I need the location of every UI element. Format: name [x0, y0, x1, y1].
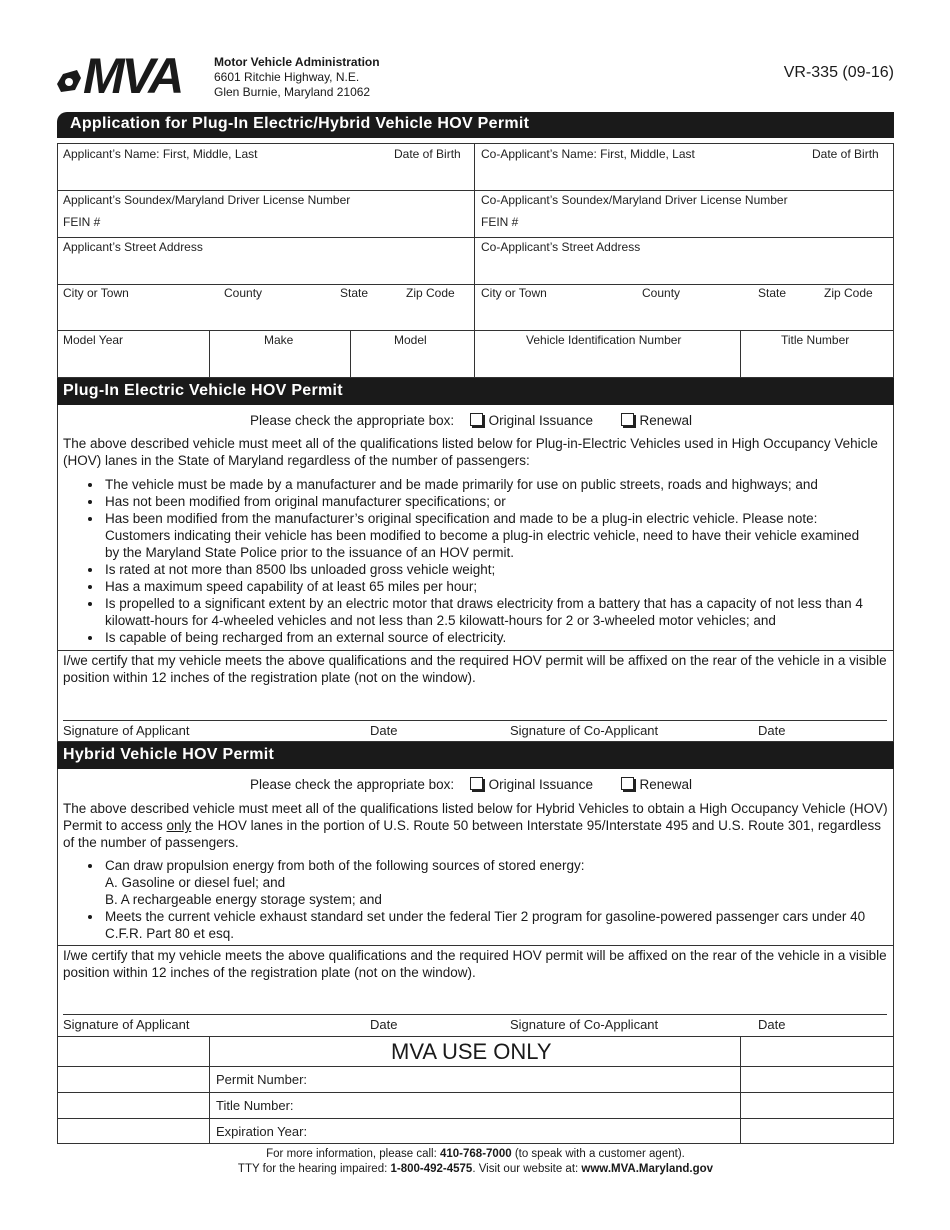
list-item: A. Gasoline or diesel fuel; and: [105, 875, 286, 890]
hybrid-renewal-checkbox[interactable]: [621, 777, 634, 790]
plugin-requirements-list: [63, 476, 863, 646]
mva-title-number-field[interactable]: Title Number:: [216, 1098, 294, 1113]
form-title: Application for Plug-In Electric/Hybrid Vehicle HOV Permit: [70, 115, 530, 132]
applicant-grid: [57, 143, 894, 378]
org-name: Motor Vehicle Administration: [214, 55, 380, 69]
form-number: VR-335 (09-16): [783, 64, 894, 81]
applicant-county-field[interactable]: County: [224, 286, 263, 300]
org-address: [214, 55, 380, 100]
logo-text: MVA: [83, 48, 182, 104]
hybrid-heading-bar: [57, 742, 894, 769]
applicant-zip-field[interactable]: Zip Code: [406, 286, 455, 300]
plugin-sig-co: Signature of Co-Applicant: [510, 723, 659, 738]
footer: [57, 1147, 894, 1177]
mva-use-heading: MVA USE ONLY: [391, 1039, 552, 1064]
co-applicant-zip-field[interactable]: Zip Code: [824, 286, 873, 300]
model-field[interactable]: Model: [394, 333, 427, 347]
hybrid-signature-line[interactable]: [63, 1014, 887, 1015]
model-year-field[interactable]: Model Year: [63, 333, 124, 347]
plugin-date1: Date: [370, 723, 398, 738]
hybrid-intro: The above described vehicle must meet all of the qualifications listed below for Hybrid Vehicles to obtain a High Occupancy Vehicle (HOV) Permit to access only the HOV lanes in the portion of U.S. Route 50 between Interstate 95/Interstate 495 and U.S. Route 301, regardless of the number of passengers.: [63, 801, 888, 850]
hybrid-renewal-label: Renewal: [639, 777, 693, 792]
website-link[interactable]: www.MVA.Maryland.gov: [581, 1163, 714, 1175]
expiration-year-field[interactable]: Expiration Year:: [216, 1124, 308, 1139]
co-applicant-county-field[interactable]: County: [642, 286, 681, 300]
applicant-dob-field[interactable]: Date of Birth: [394, 147, 461, 161]
co-applicant-license-field[interactable]: Co-Applicant’s Soundex/Maryland Driver License Number: [481, 193, 788, 207]
applicant-name-field[interactable]: Applicant’s Name: First, Middle, Last: [63, 147, 258, 161]
plugin-renewal-label: Renewal: [639, 413, 693, 428]
co-applicant-street-field[interactable]: Co-Applicant’s Street Address: [481, 240, 641, 254]
plugin-signature-line[interactable]: [63, 720, 887, 721]
address-line2: Glen Burnie, Maryland 21062: [214, 85, 371, 99]
list-item: • Can draw propulsion energy from both of the following sources of stored energy: A. Gasoline or diesel fuel; and B. A rechargeable energy storage system; and: [103, 857, 883, 908]
co-applicant-name-field[interactable]: Co-Applicant’s Name: First, Middle, Last: [481, 147, 695, 161]
list-item: • Has a maximum speed capability of at least 65 miles per hour;: [103, 578, 863, 595]
hybrid-requirements-list: [63, 857, 883, 942]
plugin-date2: Date: [758, 723, 786, 738]
co-applicant-city-field[interactable]: City or Town: [481, 286, 547, 300]
phone-number[interactable]: 410-768-7000: [440, 1148, 512, 1160]
mva-logo: [55, 48, 210, 104]
plugin-heading: Plug-In Electric Vehicle HOV Permit: [63, 382, 343, 399]
hybrid-certify: I/we certify that my vehicle meets the above qualifications and the required HOV permit will be affixed on the rear of the vehicle in a visible position within 12 inches of the registration plate (not on the window).: [63, 948, 887, 980]
list-item: B. A rechargeable energy storage system; and: [105, 892, 382, 907]
applicant-fein-field[interactable]: FEIN #: [63, 215, 101, 229]
plugin-intro: The above described vehicle must meet all of the qualifications listed below for Plug-in-Electric Vehicles used in High Occupancy Vehicle (HOV) lanes in the State of Maryland regardless of the number of passengers:: [63, 436, 878, 468]
plugin-certify: I/we certify that my vehicle meets the above qualifications and the required HOV permit will be affixed on the rear of the vehicle in a visible position within 12 inches of the registration plate (not on the window).: [63, 653, 887, 685]
hybrid-date1: Date: [370, 1017, 398, 1032]
footer-line2: TTY for the hearing impaired: 1-800-492-4575. Visit our website at: www.MVA.Maryland.gov: [237, 1163, 714, 1175]
list-item: • Meets the current vehicle exhaust standard set under the federal Tier 2 program for gasoline-powered passenger cars under 40 C.F.R. Part 80 et esq.: [103, 908, 883, 942]
plugin-checkbox-row: [250, 412, 692, 429]
plugin-original-label: Original Issuance: [488, 413, 593, 428]
hybrid-checkbox-row: [250, 776, 692, 793]
co-applicant-fein-field[interactable]: FEIN #: [481, 215, 519, 229]
footer-line1: For more information, please call: 410-768-7000 (to speak with a customer agent).: [266, 1148, 685, 1160]
co-applicant-dob-field[interactable]: Date of Birth: [812, 147, 879, 161]
list-item: • Has been modified from the manufacturer’s original specification and made to be a plug-in electric vehicle. Please note: Customers indicating their vehicle has been modified to become a plug-in electric vehicle, need to have their vehicle examined by the Maryland State Police prior to the issuance of an HOV permit.: [103, 510, 863, 561]
hybrid-sig-co: Signature of Co-Applicant: [510, 1017, 659, 1032]
plugin-renewal-checkbox[interactable]: [621, 413, 634, 426]
tty-number[interactable]: 1-800-492-4575: [390, 1163, 473, 1175]
hybrid-sig-applicant: Signature of Applicant: [63, 1017, 190, 1032]
applicant-license-field[interactable]: Applicant’s Soundex/Maryland Driver License Number: [63, 193, 351, 207]
vin-field[interactable]: Vehicle Identification Number: [526, 333, 682, 347]
make-field[interactable]: Make: [264, 333, 294, 347]
hybrid-heading: Hybrid Vehicle HOV Permit: [63, 746, 275, 763]
hybrid-original-label: Original Issuance: [488, 777, 593, 792]
hybrid-date2: Date: [758, 1017, 786, 1032]
plugin-heading-bar: [57, 378, 894, 405]
applicant-street-field[interactable]: Applicant’s Street Address: [63, 240, 203, 254]
address-line1: 6601 Ritchie Highway, N.E.: [214, 70, 360, 84]
title-bar: [57, 112, 894, 138]
list-item: • Has not been modified from original manufacturer specifications; or: [103, 493, 863, 510]
plugin-sig-applicant: Signature of Applicant: [63, 723, 190, 738]
plugin-original-checkbox[interactable]: [470, 413, 483, 426]
hybrid-check-prompt: Please check the appropriate box:: [250, 777, 455, 792]
list-item: • Is capable of being recharged from an external source of electricity.: [103, 629, 863, 646]
applicant-city-field[interactable]: City or Town: [63, 286, 129, 300]
list-item: • The vehicle must be made by a manufacturer and be made primarily for use on public streets, roads and highways; and: [103, 476, 863, 493]
hybrid-original-checkbox[interactable]: [470, 777, 483, 790]
list-item: • Is rated at not more than 8500 lbs unloaded gross vehicle weight;: [103, 561, 863, 578]
list-item: • Is propelled to a significant extent by an electric motor that draws electricity from a battery that has a capacity of not less than 4 kilowatt-hours for 4-wheeled vehicles and not less than 2.5 kilowatt-hours for 2 or 3-wheeled motor vehicles; and: [103, 595, 863, 629]
title-number-field[interactable]: Title Number: [781, 333, 850, 347]
permit-number-field[interactable]: Permit Number:: [216, 1072, 308, 1087]
applicant-state-field[interactable]: State: [340, 286, 369, 300]
plugin-check-prompt: Please check the appropriate box:: [250, 413, 455, 428]
co-applicant-state-field[interactable]: State: [758, 286, 787, 300]
